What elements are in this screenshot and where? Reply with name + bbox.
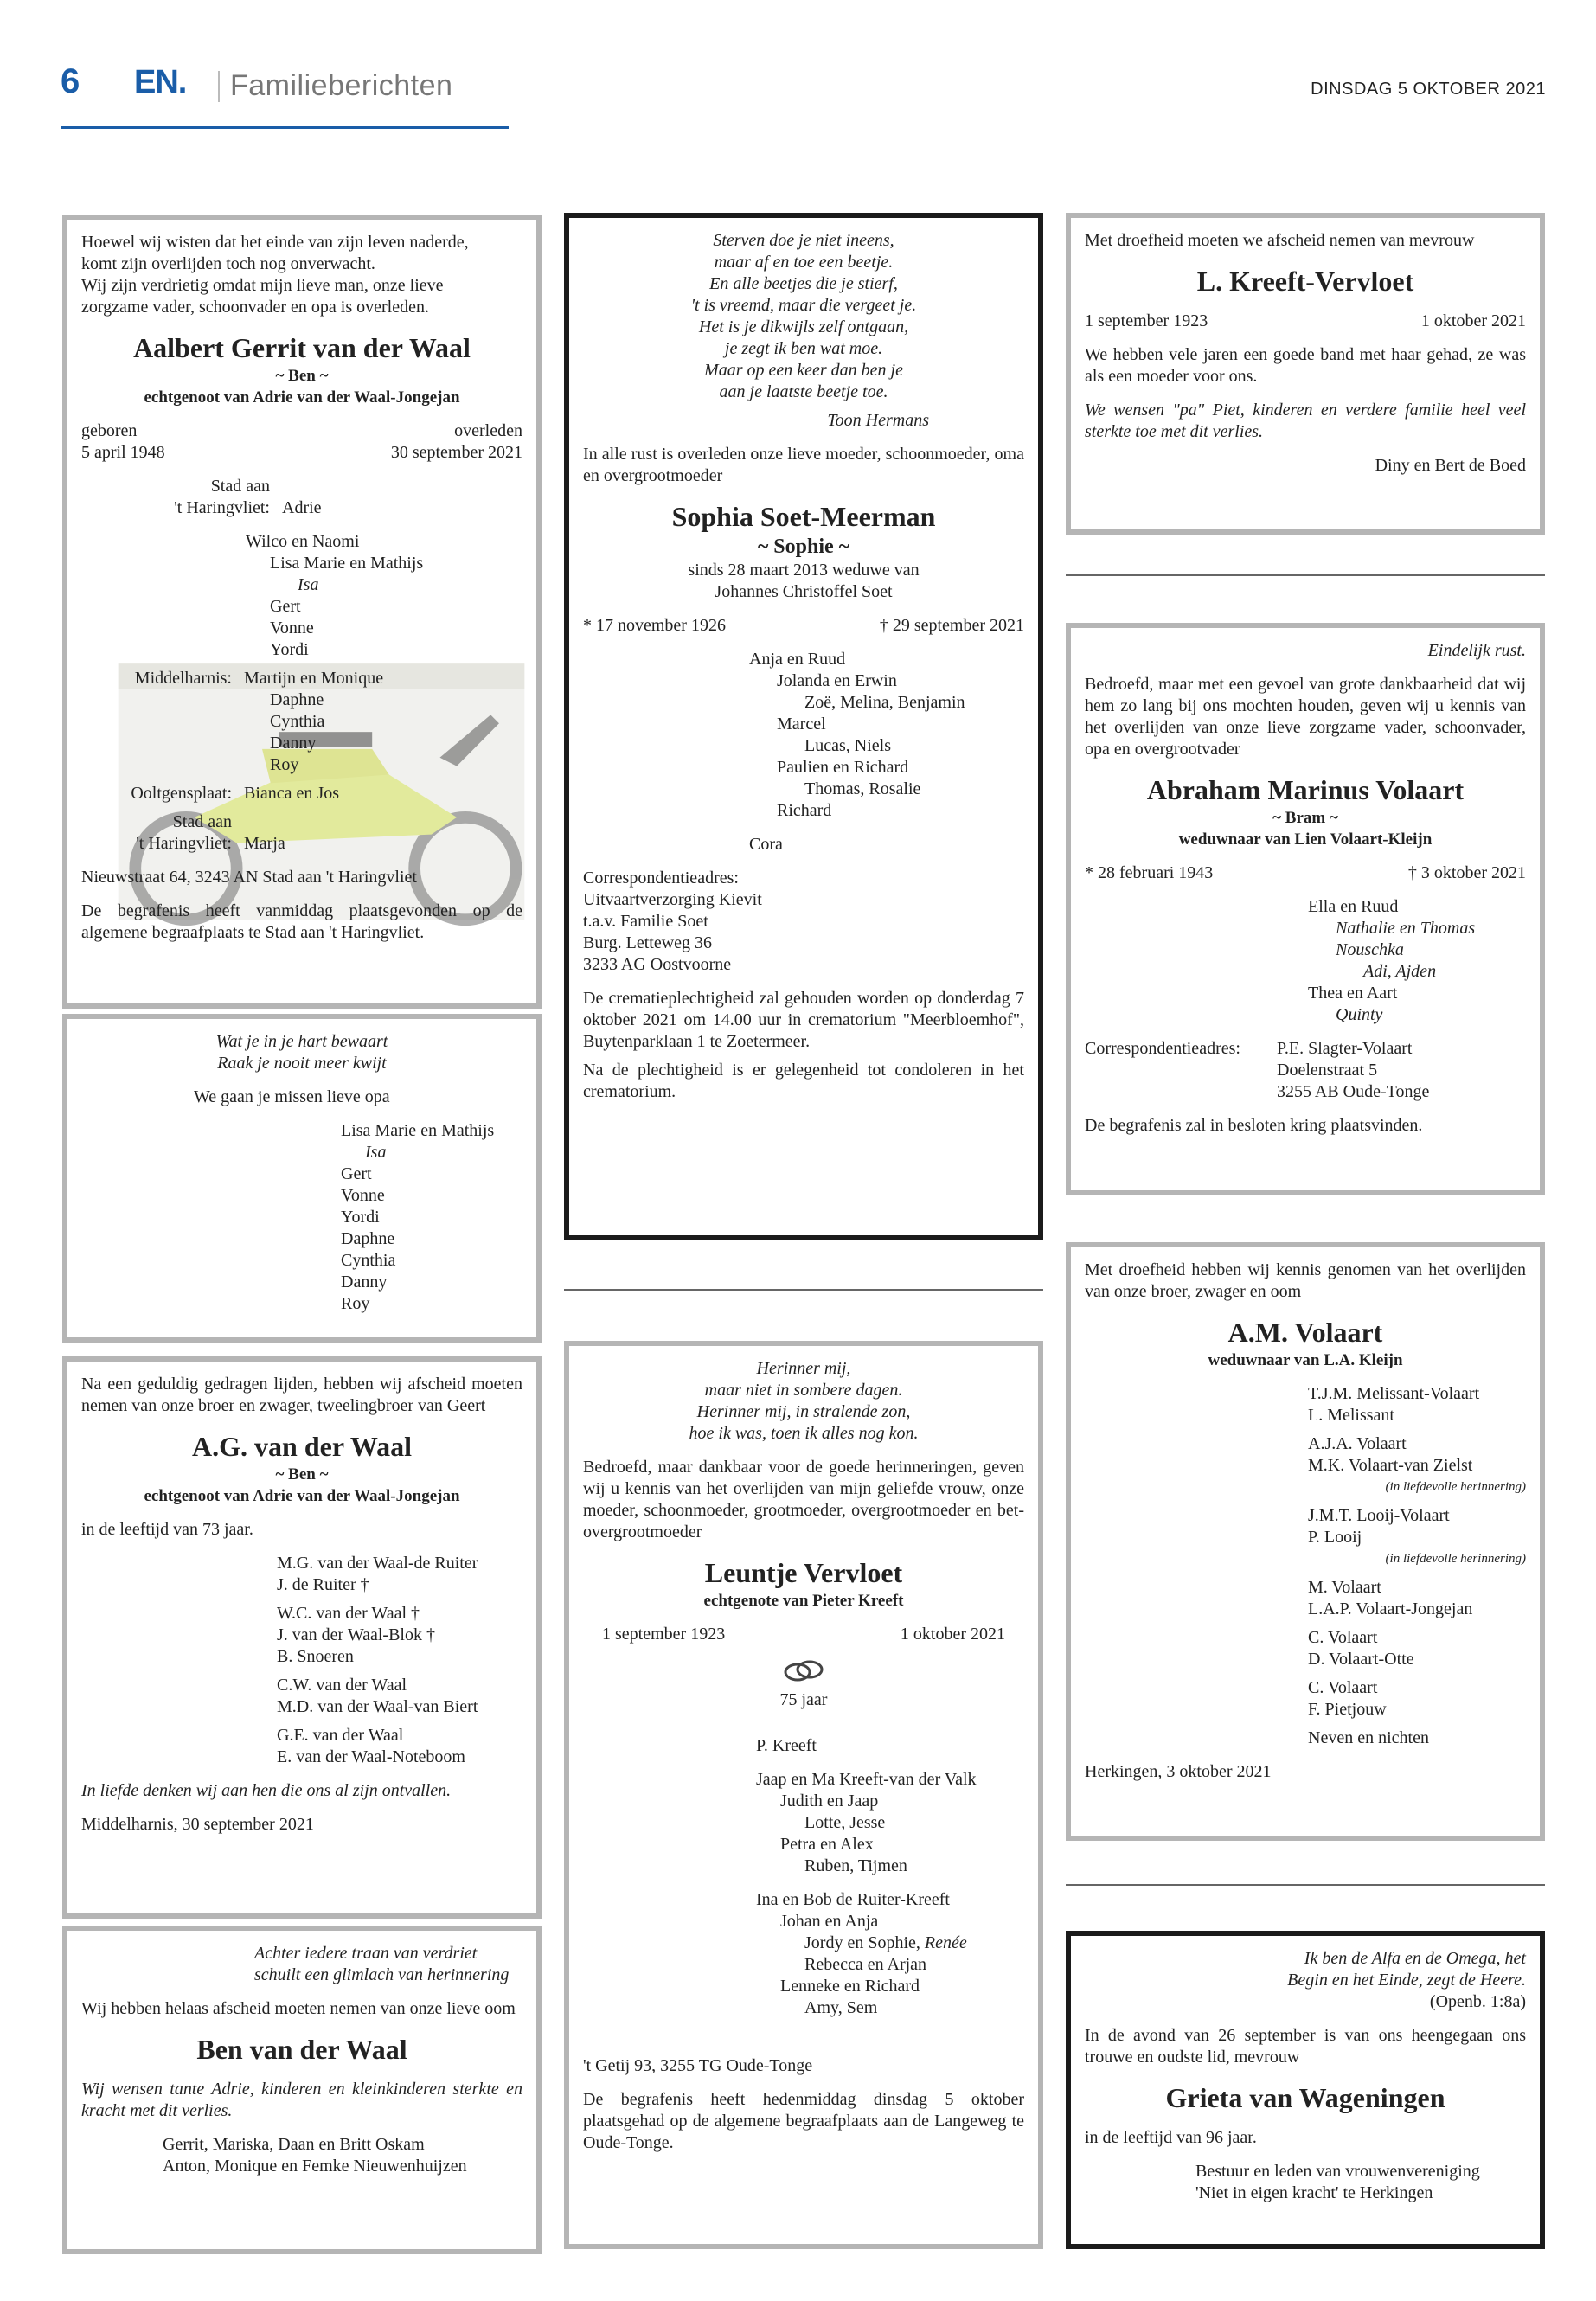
died-date: † 29 september 2021 [879, 616, 1024, 635]
memory-line: In liefde denken wij aan hen die ons al zijn ontvallen. [81, 1781, 452, 1800]
intro: In de avond van 26 september is van ons heengegaan ons trouwe en oudste lid, mevrouw [1085, 2026, 1526, 2067]
farewell-line: We gaan je missen lieve opa [194, 1087, 390, 1106]
notice-sophia-soet-meerman [564, 213, 1043, 1240]
family-member: Richard [777, 801, 832, 820]
family-member: Ella en Ruud [1308, 897, 1399, 916]
relative: F. Pietjouw [1308, 1700, 1387, 1719]
verse-line: schuilt een glimlach van herinnering [254, 1965, 510, 1984]
grandchild: Danny [341, 1272, 388, 1292]
deceased-name: A.G. van der Waal [192, 1431, 412, 1462]
relative: M.K. Volaart-van Zielst [1308, 1456, 1473, 1475]
family-place: 't Haringvliet: [174, 498, 270, 517]
relative: C.W. van der Waal [277, 1676, 407, 1695]
family-member: Judith en Jaap [780, 1791, 879, 1811]
funeral-info: De begrafenis zal in besloten kring plaatsvinden. [1085, 1116, 1423, 1135]
spouse: echtgenoot van Adrie van der Waal-Jongejan [144, 388, 460, 407]
intro-line-1: Hoewel wij wisten dat het einde van zijn leven naderde, [81, 233, 469, 252]
nickname: ~ Bram ~ [1272, 809, 1338, 827]
spouse: weduwnaar van Lien Volaart-Kleijn [1178, 830, 1433, 849]
family-name: Marja [244, 834, 285, 853]
poem-line: En alle beetjes die je stierf, [709, 274, 898, 293]
page-number: 6 [61, 62, 80, 100]
header-divider [218, 71, 220, 102]
notice-grieta-van-wageningen [1066, 1931, 1545, 2249]
family-member: Jolanda en Erwin [777, 671, 897, 690]
deceased-name: Ben van der Waal [196, 2034, 407, 2065]
relative: J. de Ruiter † [277, 1575, 369, 1594]
poem-line: aan je laatste beetje toe. [719, 382, 888, 401]
correspondence-line: t.a.v. Familie Soet [583, 912, 708, 931]
family-name: Yordi [270, 640, 309, 659]
poet: Toon Hermans [827, 411, 929, 430]
relative: P. Looij [1308, 1528, 1362, 1547]
correspondence-label: Correspondentieadres: [1085, 1039, 1240, 1058]
family-name: Lisa Marie en Mathijs [270, 554, 424, 573]
died-date: 30 september 2021 [390, 443, 522, 462]
deceased-name: L. Kreeft-Vervloet [1196, 266, 1414, 297]
family-name: Gert [270, 597, 301, 616]
poem-line: Het is je dikwijls zelf ontgaan, [698, 317, 909, 336]
family-name: Roy [270, 755, 299, 774]
deceased-name: Sophia Soet-Meerman [671, 501, 936, 532]
born-date: * 17 november 1926 [583, 616, 726, 635]
husband: P. Kreeft [756, 1736, 817, 1755]
died-date: 1 oktober 2021 [900, 1625, 1005, 1644]
family-member: Quinty [1336, 1005, 1383, 1024]
deceased-name: Grieta van Wageningen [1165, 2082, 1445, 2113]
notice-opa-grandchildren [62, 1014, 542, 1343]
family-member: Nouschka [1336, 940, 1404, 959]
verse-line: Begin en het Einde, zegt de Heere. [1287, 1971, 1526, 1990]
condolence-info: Na de plechtigheid is er gelegenheid tot condoleren in het crematorium. [583, 1061, 1024, 1101]
family-name: Cynthia [270, 712, 325, 731]
text: We hebben vele jaren een goede band met haar gehad, ze was als een moeder voor ons. [1085, 345, 1526, 386]
deceased-name: Aalbert Gerrit van der Waal [133, 332, 471, 363]
family-name: Martijn en Monique [244, 669, 384, 688]
died-date: † 3 oktober 2021 [1407, 863, 1526, 882]
relative: B. Snoeren [277, 1647, 354, 1666]
family-member: Amy, Sem [804, 1998, 878, 2017]
family-member: Marcel [777, 715, 826, 734]
ceremony-info: De crematieplechtigheid zal gehouden worden op donderdag 7 oktober 2021 om 14.00 uur in crematorium "Meerbloemhof", Buytenparklaan 1 te Zoetermeer. [583, 989, 1024, 1051]
relative: J. van der Waal-Blok † [277, 1625, 435, 1644]
family-member: Zoë, Melina, Benjamin [804, 693, 965, 712]
verse-line: Wat je in je hart bewaart [215, 1032, 388, 1051]
grandchild: Cynthia [341, 1251, 396, 1270]
intro-line-4: zorgzame vader, schoonvader en opa is overleden. [81, 298, 429, 317]
wish: We wensen "pa" Piet, kinderen en verdere familie heel veel sterkte toe met dit verlies. [1085, 401, 1526, 441]
motto: Eindelijk rust. [1427, 641, 1526, 660]
intro-line-2: komt zijn overlijden toch nog onverwacht. [81, 254, 375, 273]
place-date: Middelharnis, 30 september 2021 [81, 1815, 314, 1834]
family-member: Thea en Aart [1308, 984, 1398, 1003]
age: in de leeftijd van 73 jaar. [81, 1520, 253, 1539]
family-member: Ina en Bob de Ruiter-Kreeft [756, 1890, 950, 1909]
intro-line-3: Wij zijn verdrietig omdat mijn lieve man, onze lieve [81, 276, 444, 295]
relative: M. Volaart [1308, 1578, 1381, 1597]
born-date: 1 september 1923 [602, 1625, 726, 1644]
family-member: Lucas, Niels [804, 736, 891, 755]
spouse: echtgenoot van Adrie van der Waal-Jongejan [144, 1487, 460, 1505]
relative: L.A.P. Volaart-Jongejan [1308, 1599, 1473, 1618]
poem-line: 't is vreemd, maar die vergeet je. [690, 296, 917, 315]
family-member: Ruben, Tijmen [804, 1856, 907, 1875]
correspondence-line: Correspondentieadres: [583, 868, 739, 888]
correspondence-line: 3255 AB Oude-Tonge [1277, 1082, 1430, 1101]
family-member: Anja en Ruud [749, 650, 846, 669]
address: 't Getij 93, 3255 TG Oude-Tonge [583, 2056, 813, 2075]
nickname: ~ Sophie ~ [757, 535, 850, 558]
relative: D. Volaart-Otte [1308, 1650, 1414, 1669]
column-separator [1066, 574, 1545, 576]
grandchild: Lisa Marie en Mathijs [341, 1121, 495, 1140]
relative: M.D. van der Waal-van Biert [277, 1697, 478, 1716]
relative: C. Volaart [1308, 1678, 1378, 1697]
family-member: Jordy en Sophie, Renée [804, 1933, 967, 1952]
memory-note: (in liefdevolle herinnering) [1385, 1480, 1526, 1494]
family-place: 't Haringvliet: [136, 834, 232, 853]
signer: Gerrit, Mariska, Daan en Britt Oskam [163, 2135, 425, 2154]
intro: Bedroefd, maar met een gevoel van grote dankbaarheid dat wij hem zo lang bij ons mochten houden, geven wij u kennis van het overlijden van onze lieve zorgzame vader, schoonvader, opa en overgrootvader [1085, 675, 1526, 759]
poem-line: je zegt ik ben wat moe. [724, 339, 883, 358]
family-member: Adi, Ajden [1363, 962, 1437, 981]
notice-am-volaart [1066, 1242, 1545, 1841]
signer: Anton, Monique en Femke Nieuwenhuijzen [163, 2157, 467, 2176]
family-name: Vonne [270, 619, 314, 638]
deceased-name: Abraham Marinus Volaart [1146, 774, 1465, 805]
died-date: 1 oktober 2021 [1420, 311, 1526, 330]
family-name: Daphne [270, 690, 324, 709]
grandchild: Yordi [341, 1208, 380, 1227]
notice-leuntje-vervloet [564, 1341, 1043, 2249]
grandchild: Vonne [341, 1186, 385, 1205]
intro: Bedroefd, maar dankbaar voor de goede herinneringen, geven wij u kennis van het overlijden van mijn geliefde vrouw, onze moeder, schoonmoeder, grootmoeder, overgrootmoeder en bet-overgrootmoeder [583, 1458, 1024, 1541]
spouse: weduwnaar van L.A. Kleijn [1208, 1351, 1403, 1369]
grandchild: Isa [365, 1143, 387, 1162]
born-date: 1 september 1923 [1085, 311, 1208, 330]
notice-abraham-marinus-volaart [1066, 623, 1545, 1195]
widow-line: Johannes Christoffel Soet [715, 582, 893, 601]
married-years: 75 jaar [779, 1690, 828, 1709]
intro: Wij hebben helaas afscheid moeten nemen van onze lieve oom [81, 1999, 516, 2018]
family-place: Stad aan [172, 812, 232, 831]
correspondence-line: Uitvaartverzorging Kievit [583, 890, 762, 909]
nickname: ~ Ben ~ [275, 1465, 329, 1484]
age: in de leeftijd van 96 jaar. [1085, 2128, 1257, 2147]
deceased-name: Leuntje Vervloet [704, 1557, 903, 1588]
family-member: Jaap en Ma Kreeft-van der Valk [756, 1770, 977, 1789]
family-member: Petra en Alex [780, 1835, 874, 1854]
poem-line: maar af en toe een beetje. [714, 253, 894, 272]
grandchild: Daphne [341, 1229, 395, 1248]
correspondence-line: 3233 AG Oostvoorne [583, 955, 732, 974]
column-separator [1066, 1884, 1545, 1886]
place-date: Herkingen, 3 oktober 2021 [1085, 1762, 1272, 1781]
funeral-info: De begrafenis heeft hedenmiddag dinsdag 5 oktober plaatsgehad op de algemene begraafplaats aan de Langeweg te Oude-Tonge. [583, 2090, 1024, 2152]
relative: W.C. van der Waal † [277, 1604, 420, 1623]
nickname: ~ Ben ~ [275, 367, 329, 385]
wedding-rings-icon [780, 1657, 827, 1683]
family-name: Wilco en Naomi [246, 532, 360, 551]
relative: L. Melissant [1308, 1406, 1394, 1425]
poem-line: Sterven doe je niet ineens, [713, 231, 894, 250]
verse-reference: (Openb. 1:8a) [1429, 1992, 1526, 2011]
notice-ag-van-der-waal [62, 1356, 542, 1919]
family-name: Adrie [282, 498, 322, 517]
family-name: Danny [270, 734, 317, 753]
family-member: Johan en Anja [780, 1912, 879, 1931]
widow-line: sinds 28 maart 2013 weduwe van [688, 561, 920, 580]
relative: A.J.A. Volaart [1308, 1434, 1407, 1453]
funeral-info: De begrafenis heeft vanmiddag plaatsgevonden op de algemene begraafplaats te Stad aan 't Haringvliet. [81, 901, 522, 942]
died-label: overleden [454, 421, 522, 440]
relative: Neven en nichten [1308, 1728, 1429, 1747]
born-label: geboren [81, 421, 138, 440]
family-name: Bianca en Jos [244, 784, 339, 803]
family-member: Paulien en Richard [777, 758, 909, 777]
header-rule [61, 126, 509, 129]
section-title: Familieberichten [230, 69, 453, 102]
notice-l-kreeft-vervloet [1066, 213, 1545, 535]
family-place: Ooltgensplaat: [131, 784, 232, 803]
signer: 'Niet in eigen kracht' te Herkingen [1195, 2183, 1433, 2202]
born-date: 5 april 1948 [81, 443, 165, 462]
family-member: Thomas, Rosalie [804, 779, 921, 798]
verse-line: maar niet in sombere dagen. [704, 1381, 903, 1400]
correspondence-line: P.E. Slagter-Volaart [1277, 1039, 1413, 1058]
verse-line: Raak je nooit meer kwijt [217, 1054, 387, 1073]
relative: T.J.M. Melissant-Volaart [1308, 1384, 1480, 1403]
grandchild: Roy [341, 1294, 370, 1313]
grandchild: Gert [341, 1164, 372, 1183]
family-place: Stad aan [210, 477, 270, 496]
spouse: echtgenote van Pieter Kreeft [703, 1592, 904, 1610]
born-date: * 28 februari 1943 [1085, 863, 1214, 882]
intro: In alle rust is overleden onze lieve moeder, schoonmoeder, oma en overgrootmoeder [583, 445, 1024, 485]
verse-line: Herinner mij, [756, 1359, 851, 1378]
relative: J.M.T. Looij-Volaart [1308, 1506, 1450, 1525]
en-logo: EN. [134, 64, 187, 100]
family-member: Lotte, Jesse [804, 1813, 886, 1832]
verse-line: Ik ben de Alfa en de Omega, het [1304, 1949, 1526, 1968]
address: Nieuwstraat 64, 3243 AN Stad aan 't Haringvliet [81, 868, 417, 887]
relative: M.G. van der Waal-de Ruiter [277, 1554, 478, 1573]
issue-date: DINSDAG 5 OKTOBER 2021 [1311, 80, 1546, 99]
column-separator [564, 1289, 1043, 1291]
intro: Na een geduldig gedragen lijden, hebben wij afscheid moeten nemen van onze broer en zwager, tweelingbroer van Geert [81, 1375, 522, 1415]
family-place: Middelharnis: [134, 669, 232, 688]
relative: G.E. van der Waal [277, 1726, 404, 1745]
signer: Bestuur en leden van vrouwenvereniging [1195, 2162, 1480, 2181]
notice-ben-van-der-waal [62, 1926, 542, 2254]
memory-note: (in liefdevolle herinnering) [1385, 1552, 1526, 1566]
family-member: Cora [749, 835, 783, 854]
verse-line: Achter iedere traan van verdriet [254, 1944, 478, 1963]
family-member: Nathalie en Thomas [1336, 919, 1476, 938]
intro: Met droefheid hebben wij kennis genomen van het overlijden van onze broer, zwager en oom [1085, 1260, 1526, 1301]
relative: C. Volaart [1308, 1628, 1378, 1647]
relative: E. van der Waal-Noteboom [277, 1747, 465, 1766]
family-member: Lenneke en Richard [780, 1977, 920, 1996]
family-name: Isa [298, 575, 319, 594]
poem-line: Maar op een keer dan ben je [704, 361, 903, 380]
signers: Diny en Bert de Boed [1375, 456, 1526, 475]
wish: Wij wensen tante Adrie, kinderen en kleinkinderen sterkte en kracht met dit verlies. [81, 2080, 522, 2120]
family-member: Rebecca en Arjan [804, 1955, 927, 1974]
notice-aalbert-van-der-waal [62, 215, 542, 1009]
correspondence-line: Burg. Letteweg 36 [583, 933, 713, 952]
correspondence-line: Doelenstraat 5 [1277, 1061, 1378, 1080]
verse-line: Herinner mij, in stralende zon, [696, 1402, 911, 1421]
deceased-name: A.M. Volaart [1227, 1317, 1383, 1348]
verse-line: hoe ik was, toen ik alles nog kon. [689, 1424, 919, 1443]
intro: Met droefheid moeten we afscheid nemen van mevrouw [1085, 231, 1475, 250]
